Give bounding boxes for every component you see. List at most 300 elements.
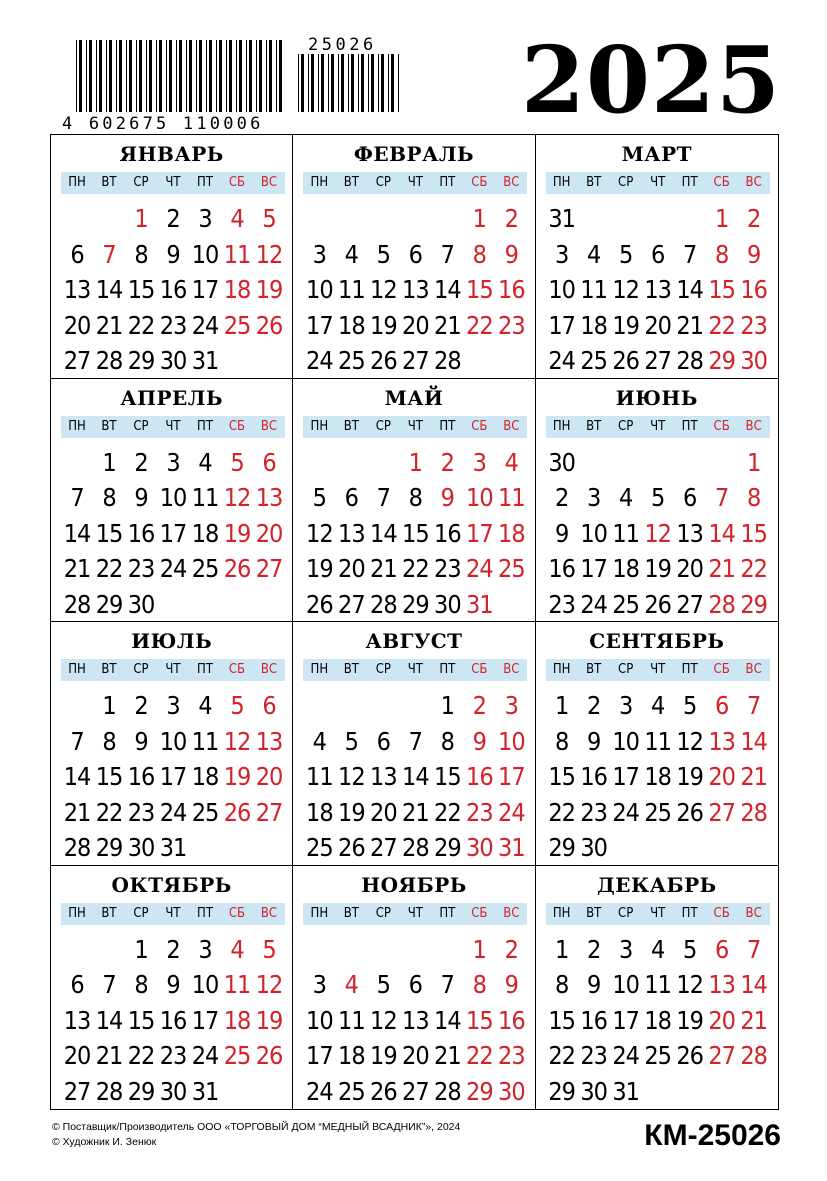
day-cell: 13	[708, 726, 735, 756]
day-cell: 27	[402, 1076, 429, 1106]
day-cell: 26	[676, 1041, 703, 1070]
day-cell: 26	[255, 310, 283, 340]
day-cell: 9	[472, 726, 486, 756]
weekday-label: СР	[618, 175, 634, 190]
day-cell: 16	[580, 1005, 607, 1035]
day-cell: 5	[376, 239, 390, 269]
day-cell: 22	[127, 1041, 155, 1070]
day-cell: 6	[683, 483, 697, 512]
day-cell: 3	[166, 447, 180, 477]
day-cell: 21	[708, 554, 735, 583]
day-cell: 24	[306, 346, 333, 375]
day-cell: 12	[676, 726, 703, 756]
day-cell: 9	[587, 970, 601, 999]
product-code: КМ-25026	[644, 1119, 781, 1152]
day-cell: 19	[223, 762, 251, 791]
day-cell: 21	[63, 554, 91, 583]
day-cell: 6	[262, 447, 276, 477]
weekday-label: ВТ	[586, 905, 602, 921]
day-cell: 12	[370, 1005, 397, 1035]
day-cell: 5	[683, 691, 697, 720]
day-cell: 7	[440, 239, 454, 269]
day-cell: 9	[587, 726, 601, 756]
day-cell: 15	[95, 762, 123, 791]
day-cell: 4	[651, 934, 665, 964]
day-cell: 2	[440, 447, 454, 477]
weekday-label: ПТ	[197, 662, 213, 677]
day-cell: 4	[198, 447, 212, 477]
weekday-header	[61, 659, 285, 681]
weekday-label: СБ	[713, 418, 730, 434]
day-cell: 14	[63, 518, 91, 548]
day-cell: 17	[159, 762, 187, 791]
weekday-header	[61, 416, 285, 438]
weekday-label: ПТ	[681, 905, 698, 921]
day-cell: 20	[644, 310, 671, 340]
day-cell: 5	[262, 204, 276, 233]
weekday-label: ВТ	[586, 175, 602, 190]
day-cell: 22	[95, 797, 123, 827]
empty-cell	[642, 445, 674, 481]
day-cell: 12	[223, 483, 251, 512]
day-cell: 4	[230, 934, 244, 964]
day-cell: 4	[504, 447, 518, 477]
day-cell: 12	[612, 275, 639, 304]
day-cell: 27	[63, 346, 91, 375]
empty-cell	[303, 688, 335, 724]
day-cell: 8	[134, 970, 148, 999]
year-title: 2025	[520, 26, 781, 134]
weekday-label: ПН	[310, 662, 329, 677]
day-cell: 21	[434, 310, 461, 340]
day-cell: 13	[676, 518, 703, 548]
day-cell: 4	[344, 970, 358, 999]
day-cell: 18	[338, 310, 365, 340]
weekday-label: ЧТ	[407, 418, 423, 434]
weekday-label: ЧТ	[650, 905, 666, 921]
weekday-header	[546, 172, 770, 194]
day-cell: 18	[644, 762, 671, 791]
day-cell: 19	[612, 310, 639, 340]
day-cell: 30	[580, 833, 607, 862]
day-cell: 23	[127, 554, 155, 583]
day-cell: 4	[312, 726, 326, 756]
empty-cell	[303, 932, 335, 968]
month-name: ЯНВАРЬ	[119, 142, 224, 166]
empty-cell	[495, 587, 527, 623]
weekday-label: СР	[618, 662, 634, 677]
day-cell: 1	[472, 204, 486, 233]
day-cell: 6	[70, 970, 84, 999]
empty-cell	[335, 201, 367, 237]
day-cell: 5	[376, 970, 390, 999]
weekday-header	[546, 416, 770, 438]
day-cell: 18	[223, 275, 251, 304]
day-cell: 22	[708, 310, 735, 340]
weekday-header	[303, 416, 527, 438]
day-grid	[61, 688, 285, 866]
day-cell: 12	[370, 275, 397, 304]
day-cell: 24	[466, 554, 493, 583]
calendar-grid	[50, 134, 779, 1110]
day-cell: 17	[612, 762, 639, 791]
day-cell: 20	[255, 762, 283, 791]
weekday-label: ВС	[745, 905, 762, 921]
empty-cell	[674, 1074, 706, 1110]
empty-cell	[642, 830, 674, 866]
weekday-label: ЧТ	[407, 905, 423, 921]
day-cell: 20	[370, 797, 397, 827]
day-cell: 20	[676, 554, 703, 583]
day-cell: 8	[747, 483, 761, 512]
empty-cell	[578, 201, 610, 237]
empty-cell	[157, 587, 189, 623]
weekday-label: СР	[375, 662, 391, 677]
day-cell: 11	[644, 726, 671, 756]
day-cell: 11	[191, 726, 219, 756]
weekday-label: СР	[375, 905, 391, 921]
day-cell: 29	[708, 346, 735, 375]
empty-cell	[221, 343, 253, 379]
day-cell: 20	[63, 310, 91, 340]
weekday-label: ВС	[745, 662, 762, 677]
day-cell: 26	[644, 589, 671, 619]
day-cell: 10	[306, 1005, 333, 1035]
day-cell: 10	[191, 970, 219, 999]
day-cell: 7	[683, 239, 697, 269]
day-cell: 23	[127, 797, 155, 827]
day-cell: 18	[644, 1005, 671, 1035]
day-cell: 20	[402, 1041, 429, 1070]
day-cell: 30	[127, 833, 155, 862]
day-cell: 25	[338, 1076, 365, 1106]
day-cell: 11	[338, 275, 365, 304]
day-cell: 17	[191, 275, 219, 304]
day-cell: 22	[548, 1041, 575, 1070]
weekday-label: ПН	[68, 905, 86, 921]
day-cell: 22	[548, 797, 575, 827]
empty-cell	[367, 445, 399, 481]
day-cell: 19	[676, 1005, 703, 1035]
day-cell: 28	[676, 346, 703, 375]
weekday-label: СР	[133, 418, 149, 434]
day-cell: 18	[306, 797, 333, 827]
day-cell: 2	[166, 204, 180, 233]
day-cell: 29	[548, 1076, 575, 1106]
weekday-label: ПН	[552, 662, 571, 677]
day-cell: 1	[555, 691, 569, 720]
day-cell: 3	[619, 934, 633, 964]
day-cell: 5	[230, 447, 244, 477]
day-cell: 27	[402, 346, 429, 375]
day-cell: 6	[70, 239, 84, 269]
empty-cell	[578, 445, 610, 481]
day-cell: 16	[548, 554, 575, 583]
day-cell: 18	[223, 1005, 251, 1035]
empty-cell	[399, 201, 431, 237]
day-cell: 17	[191, 1005, 219, 1035]
weekday-label: ЧТ	[407, 175, 423, 190]
day-cell: 6	[651, 239, 665, 269]
day-cell: 18	[612, 554, 639, 583]
barcode	[50, 36, 400, 132]
day-cell: 27	[676, 589, 703, 619]
day-cell: 16	[580, 762, 607, 791]
month-name: НОЯБРЬ	[361, 872, 467, 897]
weekday-label: ВС	[745, 418, 762, 434]
day-cell: 28	[95, 1076, 123, 1106]
barcode-main-bars	[76, 40, 282, 112]
month-block	[293, 379, 535, 623]
day-cell: 26	[370, 346, 397, 375]
day-cell: 12	[255, 239, 283, 269]
weekday-label: ПТ	[439, 905, 456, 921]
day-cell: 17	[159, 518, 187, 548]
day-cell: 3	[504, 691, 518, 720]
day-cell: 2	[166, 934, 180, 964]
day-cell: 8	[408, 483, 422, 512]
day-grid	[61, 201, 285, 379]
weekday-label: ЧТ	[407, 662, 423, 677]
weekday-label: ВТ	[586, 662, 602, 677]
empty-cell	[431, 932, 463, 968]
day-cell: 19	[644, 554, 671, 583]
weekday-label: ПТ	[439, 175, 456, 190]
day-cell: 29	[95, 589, 123, 619]
weekday-label: СБ	[471, 662, 488, 677]
day-cell: 19	[676, 762, 703, 791]
day-cell: 18	[498, 518, 525, 548]
day-cell: 8	[102, 483, 116, 512]
day-cell: 9	[166, 239, 180, 269]
day-cell: 22	[466, 1041, 493, 1070]
weekday-label: ВТ	[101, 418, 117, 434]
day-cell: 15	[127, 1005, 155, 1035]
weekday-label: СБ	[713, 662, 730, 677]
day-cell: 19	[370, 310, 397, 340]
empty-cell	[303, 201, 335, 237]
day-cell: 23	[434, 554, 461, 583]
weekday-label: СБ	[228, 175, 246, 190]
day-cell: 25	[498, 554, 525, 583]
empty-cell	[221, 830, 253, 866]
day-cell: 23	[159, 310, 187, 340]
day-cell: 12	[223, 726, 251, 756]
day-cell: 7	[102, 970, 116, 999]
day-cell: 23	[466, 797, 493, 827]
day-cell: 15	[740, 518, 767, 548]
day-cell: 27	[370, 833, 397, 862]
day-cell: 16	[434, 518, 461, 548]
day-cell: 24	[580, 589, 607, 619]
day-cell: 15	[95, 518, 123, 548]
empty-cell	[253, 343, 285, 379]
weekday-label: ВС	[503, 175, 520, 190]
day-cell: 1	[555, 934, 569, 964]
weekday-label: ВС	[503, 662, 520, 677]
weekday-label: СБ	[471, 175, 488, 190]
day-cell: 6	[376, 726, 390, 756]
empty-cell	[253, 1074, 285, 1110]
weekday-label: ПТ	[197, 418, 213, 434]
day-cell: 25	[644, 1041, 671, 1070]
day-cell: 28	[434, 346, 461, 375]
day-cell: 1	[440, 691, 454, 720]
empty-cell	[303, 445, 335, 481]
day-cell: 29	[402, 589, 429, 619]
day-cell: 25	[644, 797, 671, 827]
day-cell: 27	[63, 1076, 91, 1106]
day-cell: 15	[127, 275, 155, 304]
weekday-header	[303, 172, 527, 194]
month-block	[536, 622, 778, 866]
weekday-label: СБ	[713, 175, 730, 190]
day-cell: 10	[159, 726, 187, 756]
weekday-label: ВТ	[101, 175, 117, 190]
day-cell: 17	[306, 310, 333, 340]
day-cell: 2	[472, 691, 486, 720]
day-cell: 25	[338, 346, 365, 375]
month-name: ИЮНЬ	[615, 385, 698, 410]
day-cell: 21	[676, 310, 703, 340]
day-cell: 10	[466, 483, 493, 512]
day-cell: 1	[102, 447, 116, 477]
day-cell: 2	[504, 204, 518, 233]
day-cell: 8	[134, 239, 148, 269]
day-cell: 20	[708, 762, 735, 791]
day-cell: 8	[555, 726, 569, 756]
day-cell: 6	[344, 483, 358, 512]
day-cell: 11	[644, 970, 671, 999]
weekday-label: ПН	[552, 418, 571, 434]
empty-cell	[706, 445, 738, 481]
month-block	[536, 135, 778, 379]
day-cell: 27	[255, 554, 283, 583]
weekday-label: ВТ	[343, 418, 359, 434]
day-cell: 11	[498, 483, 525, 512]
day-cell: 26	[612, 346, 639, 375]
day-cell: 17	[466, 518, 493, 548]
day-cell: 10	[612, 726, 639, 756]
day-cell: 3	[198, 934, 212, 964]
day-cell: 24	[612, 797, 639, 827]
day-cell: 26	[223, 797, 251, 827]
day-cell: 23	[498, 310, 525, 340]
weekday-label: СБ	[471, 418, 488, 434]
day-cell: 30	[466, 833, 493, 862]
weekday-header	[303, 903, 527, 925]
day-cell: 13	[708, 970, 735, 999]
weekday-label: ЧТ	[165, 662, 181, 677]
day-cell: 11	[223, 239, 251, 269]
day-cell: 21	[402, 797, 429, 827]
day-cell: 15	[548, 762, 575, 791]
day-cell: 18	[191, 518, 219, 548]
day-cell: 11	[612, 518, 639, 548]
day-cell: 2	[555, 483, 569, 512]
day-cell: 26	[223, 554, 251, 583]
day-cell: 31	[548, 204, 575, 233]
day-cell: 19	[370, 1041, 397, 1070]
day-cell: 11	[580, 275, 607, 304]
day-cell: 17	[498, 762, 525, 791]
day-cell: 27	[338, 589, 365, 619]
day-cell: 8	[555, 970, 569, 999]
weekday-label: ВТ	[343, 175, 359, 190]
day-cell: 7	[747, 934, 761, 964]
month-block	[51, 135, 293, 379]
day-cell: 9	[134, 726, 148, 756]
day-cell: 8	[440, 726, 454, 756]
empty-cell	[610, 201, 642, 237]
day-cell: 1	[408, 447, 422, 477]
day-cell: 11	[191, 483, 219, 512]
day-cell: 28	[402, 833, 429, 862]
day-cell: 4	[619, 483, 633, 512]
empty-cell	[367, 688, 399, 724]
weekday-label: ВС	[260, 175, 278, 190]
empty-cell	[463, 343, 495, 379]
day-cell: 14	[370, 518, 397, 548]
day-cell: 7	[70, 726, 84, 756]
barcode-number: 4 602675 110006	[62, 114, 264, 132]
day-grid	[546, 445, 770, 623]
day-cell: 3	[587, 483, 601, 512]
weekday-header	[61, 172, 285, 194]
day-cell: 22	[95, 554, 123, 583]
month-name: ОКТЯБРЬ	[111, 872, 232, 897]
day-cell: 4	[651, 691, 665, 720]
day-cell: 31	[159, 833, 187, 862]
weekday-label: ВТ	[586, 418, 602, 434]
day-cell: 22	[127, 310, 155, 340]
day-cell: 13	[63, 275, 91, 304]
weekday-label: ВТ	[343, 905, 359, 921]
day-cell: 2	[134, 691, 148, 720]
weekday-label: СБ	[713, 905, 730, 921]
day-cell: 3	[555, 239, 569, 269]
empty-cell	[610, 445, 642, 481]
weekday-label: ПН	[310, 175, 329, 190]
day-cell: 21	[740, 762, 767, 791]
weekday-label: ПТ	[681, 662, 698, 677]
day-cell: 28	[740, 1041, 767, 1070]
day-cell: 15	[466, 275, 493, 304]
empty-cell	[642, 201, 674, 237]
day-cell: 1	[102, 691, 116, 720]
day-cell: 14	[676, 275, 703, 304]
day-cell: 14	[95, 1005, 123, 1035]
empty-cell	[61, 201, 93, 237]
day-cell: 28	[708, 589, 735, 619]
day-cell: 20	[63, 1041, 91, 1070]
day-cell: 7	[747, 691, 761, 720]
day-cell: 23	[580, 797, 607, 827]
empty-cell	[253, 830, 285, 866]
weekday-label: СБ	[471, 905, 488, 921]
day-cell: 13	[255, 483, 283, 512]
day-cell: 28	[370, 589, 397, 619]
day-cell: 13	[370, 762, 397, 791]
day-cell: 28	[95, 346, 123, 375]
day-cell: 16	[498, 1005, 525, 1035]
day-cell: 3	[619, 691, 633, 720]
weekday-header	[546, 659, 770, 681]
day-cell: 15	[402, 518, 429, 548]
day-cell: 26	[306, 589, 333, 619]
weekday-label: ВТ	[101, 905, 117, 921]
empty-cell	[367, 201, 399, 237]
